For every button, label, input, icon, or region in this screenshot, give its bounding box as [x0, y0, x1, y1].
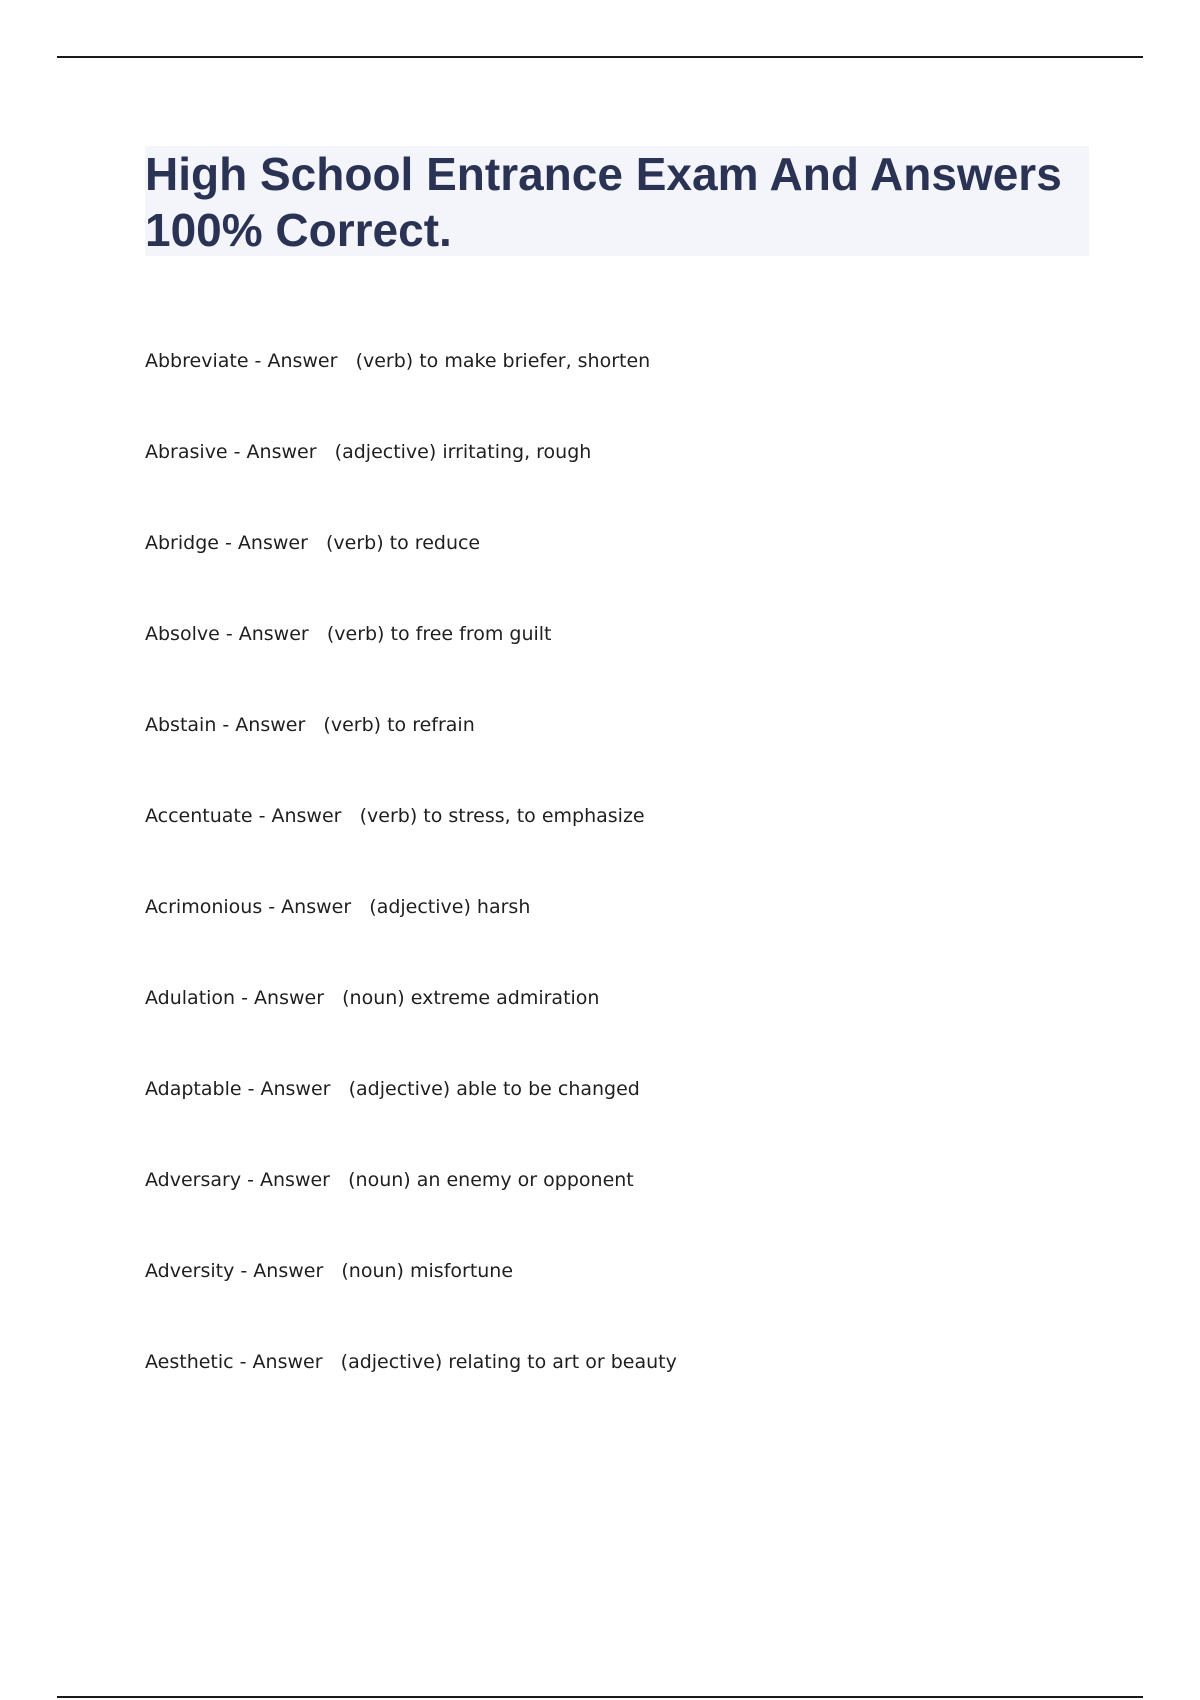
term: Accentuate	[145, 805, 253, 827]
answer-separator: - Answer	[233, 1351, 341, 1373]
definition: (noun) extreme admiration	[342, 987, 600, 1009]
answer-separator: - Answer	[218, 532, 327, 554]
definition: (verb) to make briefer, shorten	[355, 350, 651, 372]
definition: (adjective) relating to art or beauty	[340, 1351, 677, 1373]
list-item	[145, 983, 1085, 1074]
list-item	[145, 892, 1085, 983]
term: Adaptable	[145, 1078, 242, 1100]
answer-separator: - Answer	[219, 623, 327, 645]
term: Adversity	[145, 1260, 235, 1282]
definition: (verb) to reduce	[326, 532, 481, 554]
answer-separator: - Answer	[216, 714, 324, 736]
list-item	[145, 346, 1085, 437]
qa-list	[145, 346, 1085, 1438]
definition: (adjective) able to be changed	[348, 1078, 640, 1100]
term: Acrimonious	[145, 896, 263, 918]
definition: (verb) to free from guilt	[326, 623, 552, 645]
definition: (noun) misfortune	[341, 1260, 514, 1282]
term: Absolve	[145, 623, 220, 645]
list-item	[145, 1347, 1085, 1438]
document-title: High School Entrance Exam And Answers 100% Correct.	[145, 148, 1062, 256]
answer-separator: - Answer	[235, 987, 343, 1009]
answer-separator: - Answer	[234, 1260, 342, 1282]
footer-rule	[57, 1696, 1143, 1698]
term: Abridge	[145, 532, 219, 554]
list-item	[145, 619, 1085, 710]
list-item	[145, 437, 1085, 528]
answer-separator: - Answer	[252, 805, 360, 827]
definition: (verb) to refrain	[323, 714, 475, 736]
list-item	[145, 1165, 1085, 1256]
list-item	[145, 1256, 1085, 1347]
term: Abbreviate	[145, 350, 249, 372]
answer-separator: - Answer	[248, 350, 356, 372]
header-rule	[57, 56, 1143, 58]
definition: (verb) to stress, to emphasize	[359, 805, 645, 827]
list-item	[145, 1074, 1085, 1165]
title-block	[145, 146, 1089, 256]
list-item	[145, 801, 1085, 892]
term: Aesthetic	[145, 1351, 234, 1373]
term: Abstain	[145, 714, 217, 736]
answer-separator: - Answer	[241, 1169, 349, 1191]
definition: (adjective) irritating, rough	[334, 441, 592, 463]
definition: (noun) an enemy or opponent	[348, 1169, 634, 1191]
answer-separator: - Answer	[241, 1078, 349, 1100]
list-item	[145, 528, 1085, 619]
list-item	[145, 710, 1085, 801]
answer-separator: - Answer	[262, 896, 370, 918]
term: Adulation	[145, 987, 236, 1009]
term: Abrasive	[145, 441, 228, 463]
term: Adversary	[145, 1169, 242, 1191]
definition: (adjective) harsh	[369, 896, 531, 918]
answer-separator: - Answer	[227, 441, 335, 463]
